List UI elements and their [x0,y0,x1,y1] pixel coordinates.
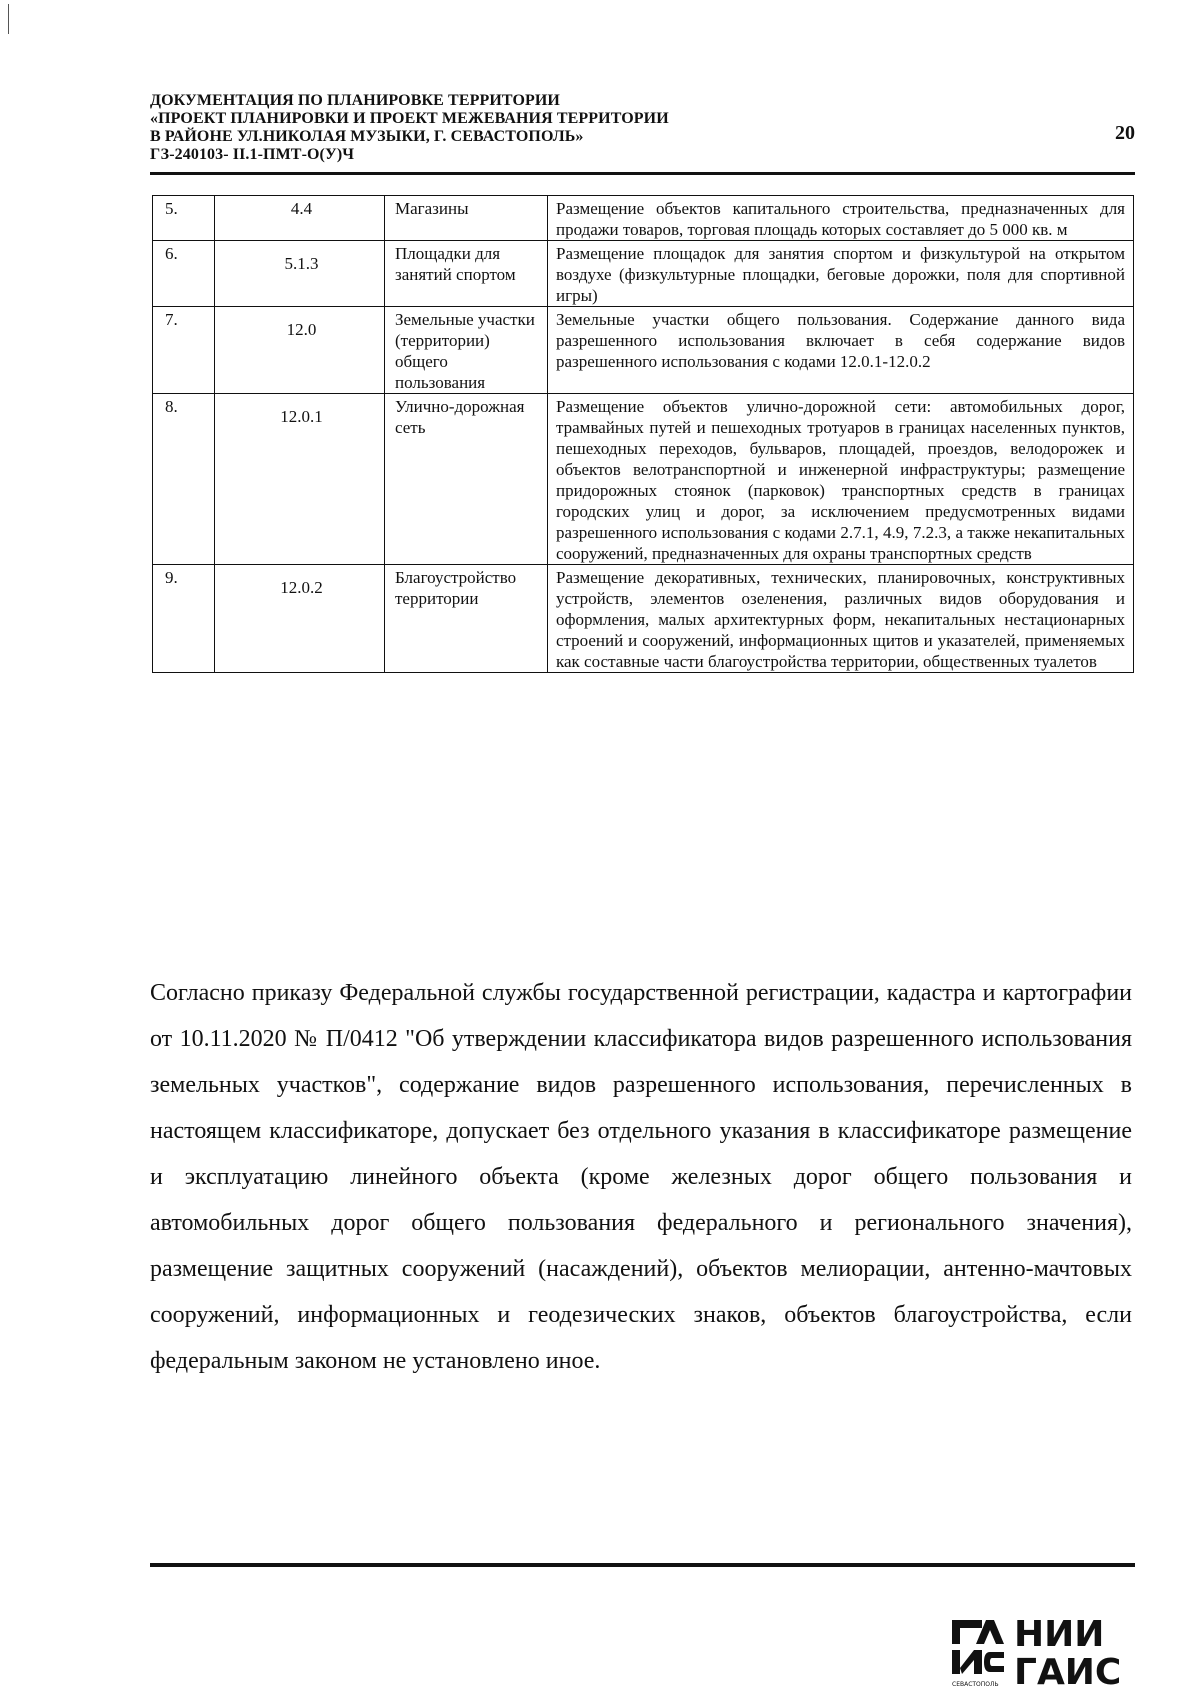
row-number: 9. [153,565,215,673]
row-name: Благоустройство территории [385,565,548,673]
row-number: 6. [153,241,215,307]
row-code: 12.0.2 [215,565,385,673]
row-code: 5.1.3 [215,241,385,307]
row-code: 12.0 [215,307,385,394]
footer-divider [150,1563,1135,1567]
body-paragraph: Согласно приказу Федеральной службы государственной регистрации, кадастра и картографии от 10.11.2020 № П/0412 "Об утверждении классификатора видов разрешенного использования земельных участков", содержание видов разрешенного использования, перечисленных в настоящем классификаторе, допускает без отдельного указания в классификаторе размещение и эксплуатацию линейного объекта (кроме железных дорог общего пользования и автомобильных дорог общего пользования федерального и регионального значения), размещение защитных сооружений (насаждений), объектов мелиорации, антенно-мачтовых сооружений, информационных и геодезических знаков, объектов благоустройства, если федеральным законом не установлено иное. [150,980,1132,1374]
row-name: Земельные участки (территории) общего пользования [385,307,548,394]
row-description: Размещение объектов улично-дорожной сети: автомобильных дорог, трамвайных путей и пешеходных тротуаров в границах населенных пунктов, пешеходных переходов, бульваров, площадей, проездов, велодорожек и объектов велотранспортной и инженерной инфраструктуры; размещение придорожных стоянок (парковок) транспортных средств в границах городских улиц и дорог, за исключением предусмотренных видами разрешенного использования с кодами 2.7.1, 4.9, 7.2.3, а также некапитальных сооружений, предназначенных для охраны транспортных средств [548,394,1134,565]
row-name: Улично-дорожная сеть [385,394,548,565]
header-line-1: ДОКУМЕНТАЦИЯ ПО ПЛАНИРОВКЕ ТЕРРИТОРИИ [150,92,560,109]
row-description: Размещение объектов капитального строительства, предназначенных для продажи товаров, торговая площадь которых составляет до 5 000 кв. м [548,196,1134,241]
table-row [153,307,1134,394]
logo-caption: СЕВАСТОПОЛЬ [952,1681,999,1688]
row-code: 12.0.1 [215,394,385,565]
row-description: Земельные участки общего пользования. Содержание данного вида разрешенного использования включает в себя содержание видов разрешенного использования с кодами 12.0.1-12.0.2 [548,307,1134,394]
land-use-table [152,195,1134,673]
row-name: Площадки для занятий спортом [385,241,548,307]
scan-edge-mark [8,4,9,34]
table-row [153,196,1134,241]
header-divider [150,172,1135,175]
header-document-code: ГЗ-240103- II.1-ПМТ-О(У)Ч [150,146,355,163]
logo-line-2: ГАИС [1014,1652,1122,1692]
nii-gais-logo [950,1612,1135,1692]
row-number: 8. [153,394,215,565]
table-row [153,394,1134,565]
logo-line-1: НИИ [1014,1614,1105,1655]
row-number: 5. [153,196,215,241]
row-description: Размещение площадок для занятия спортом и физкультурой на открытом воздухе (физкультурные площадки, беговые дорожки, поля для спортивной игры) [548,241,1134,307]
table-row [153,565,1134,673]
header-line-2: «ПРОЕКТ ПЛАНИРОВКИ И ПРОЕКТ МЕЖЕВАНИЯ ТЕРРИТОРИИ [150,110,669,127]
page-number: 20 [1115,122,1135,144]
row-name: Магазины [385,196,548,241]
table-row [153,241,1134,307]
row-description: Размещение декоративных, технических, планировочных, конструктивных устройств, элементов озеленения, различных видов оборудования и оформления, малых архитектурных форм, некапитальных нестационарных строений и сооружений, информационных щитов и указателей, применяемых как составные части благоустройства территории, общественных туалетов [548,565,1134,673]
header-line-3: В РАЙОНЕ УЛ.НИКОЛАЯ МУЗЫКИ, Г. СЕВАСТОПОЛЬ» [150,128,584,145]
document-header [150,92,1130,164]
row-number: 7. [153,307,215,394]
row-code: 4.4 [215,196,385,241]
